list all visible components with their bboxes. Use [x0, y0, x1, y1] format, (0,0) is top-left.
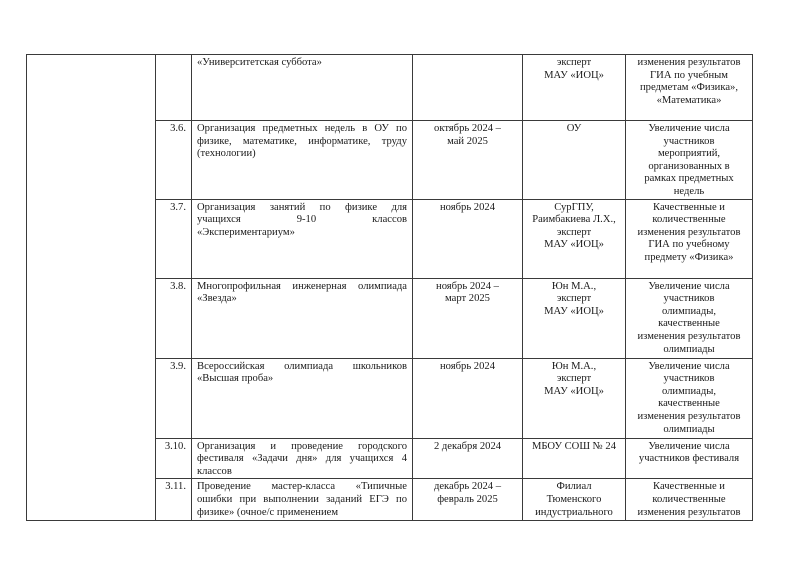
activity-cell	[192, 278, 413, 358]
responsible-cell	[523, 199, 626, 278]
responsible-cell-line: МАУ «ИОЦ»	[544, 385, 604, 397]
responsible-cell-line: Юн М.А.,	[551, 360, 597, 372]
result-cell-line: олимпиады,	[661, 305, 716, 317]
result-cell-line: участников фестиваля	[638, 453, 740, 465]
activity-cell	[192, 199, 413, 278]
date-cell-line: февраль 2025	[437, 493, 498, 505]
activity-cell-line: фестиваля «Задачи дня» для учащихся 4	[197, 453, 407, 465]
result-cell	[626, 479, 753, 521]
activity-cell-line: Проведение мастер-класса «Типичные	[197, 481, 407, 493]
result-cell-line: участников	[663, 135, 715, 147]
result-cell-line: изменения результатов	[637, 410, 741, 422]
result-cell	[626, 55, 753, 121]
responsible-cell-line: МАУ «ИОЦ»	[544, 305, 604, 317]
result-cell	[626, 121, 753, 200]
result-cell-line: Увеличение числа	[648, 360, 730, 372]
responsible-cell-line: индустриального	[535, 506, 613, 518]
item-number	[156, 55, 192, 121]
result-cell-line: олимпиады,	[661, 385, 716, 397]
result-cell-line: участников	[663, 373, 715, 385]
responsible-cell-line: МАУ «ИОЦ»	[544, 69, 604, 81]
result-cell-line: олимпиады	[663, 343, 715, 355]
activity-cell-line: Многопрофильная инженерная олимпиада	[197, 280, 407, 292]
date-cell	[413, 278, 523, 358]
date-cell	[413, 438, 523, 479]
activity-cell-line: Организация занятий по физике для	[197, 201, 407, 213]
responsible-cell-line: Тюменского	[546, 493, 602, 505]
result-cell	[626, 199, 753, 278]
responsible-cell-line: эксперт	[556, 57, 592, 68]
activity-cell-line: физике, математике, информатике, труду	[197, 135, 407, 147]
responsible-cell	[523, 438, 626, 479]
responsible-cell-line: эксперт	[556, 293, 592, 305]
activity-cell	[192, 121, 413, 200]
result-cell-line: мероприятий,	[657, 148, 721, 160]
result-cell	[626, 278, 753, 358]
responsible-cell-line: Филиал	[556, 481, 592, 493]
item-number: 3.8.	[156, 278, 192, 358]
activity-cell	[192, 438, 413, 479]
result-cell	[626, 438, 753, 479]
responsible-cell-line: Раимбакиева Л.Х.,	[532, 214, 616, 226]
result-cell-line: Качественные и	[653, 201, 725, 213]
date-cell-line: май 2025	[447, 135, 488, 147]
result-cell-line: рамках предметных	[644, 173, 734, 185]
result-cell-line: предмету «Физика»	[644, 251, 734, 263]
date-cell-line: ноябрь 2024	[440, 201, 495, 213]
item-number: 3.10.	[156, 438, 192, 479]
activity-cell-line: «Университетская суббота»	[197, 57, 322, 68]
result-cell-line: олимпиады	[663, 423, 715, 435]
result-cell-line: «Математика»	[656, 94, 722, 106]
activity-cell-line: «Высшая проба»	[197, 373, 274, 385]
responsible-cell	[523, 55, 626, 121]
activity-cell-line: физике» (очное/с применением	[197, 506, 339, 518]
activity-cell-line: (технологии)	[197, 148, 256, 160]
result-cell-line: Увеличение числа	[648, 123, 730, 134]
responsible-cell	[523, 479, 626, 521]
plan-table	[26, 54, 753, 521]
activity-cell-line: классов	[197, 465, 232, 477]
result-cell-line: Увеличение числа	[648, 280, 730, 292]
date-cell-line: ноябрь 2024 –	[436, 280, 499, 292]
activity-cell-line: учащихся 9-10 классов	[197, 214, 407, 226]
responsible-cell-line: Юн М.А.,	[551, 280, 597, 292]
responsible-cell-line: СурГПУ,	[554, 201, 594, 213]
result-cell-line: ГИА по учебному	[648, 239, 730, 251]
date-cell	[413, 199, 523, 278]
activity-cell-line: «Звезда»	[197, 293, 237, 305]
result-cell-line: качественные	[658, 398, 720, 410]
responsible-cell-line: эксперт	[556, 226, 592, 238]
date-cell	[413, 479, 523, 521]
result-cell-line: Качественные и	[653, 481, 725, 493]
result-cell-line: количественные	[652, 493, 726, 505]
item-number: 3.11.	[156, 479, 192, 521]
date-cell	[413, 358, 523, 438]
date-cell	[413, 121, 523, 200]
result-cell-line: предметам «Физика»,	[640, 82, 738, 94]
result-cell-line: изменения результатов	[637, 506, 741, 518]
item-number: 3.7.	[156, 199, 192, 278]
date-cell	[413, 55, 523, 121]
activity-cell-line: Всероссийская олимпиада школьников	[197, 360, 407, 372]
activity-cell	[192, 479, 413, 521]
result-cell-line: участников	[663, 293, 715, 305]
plan-table-body	[27, 55, 753, 521]
result-cell-line: недель	[673, 185, 705, 197]
activity-cell-line: Организация и проведение городского	[197, 440, 407, 452]
date-cell-line: декабрь 2024 –	[433, 481, 502, 493]
responsible-cell-line: ОУ	[566, 123, 582, 134]
item-number: 3.6.	[156, 121, 192, 200]
responsible-cell	[523, 358, 626, 438]
result-cell-line: организованных в	[648, 160, 730, 172]
section-cell	[27, 55, 156, 521]
result-cell-line: изменения результатов	[637, 330, 741, 342]
result-cell-line: количественные	[652, 214, 726, 226]
date-cell-line: март 2025	[445, 293, 490, 305]
date-cell-line: ноябрь 2024	[440, 360, 495, 372]
date-cell-line: октябрь 2024 –	[434, 123, 501, 134]
responsible-cell	[523, 278, 626, 358]
result-cell-line: изменения результатов	[637, 57, 741, 68]
item-number: 3.9.	[156, 358, 192, 438]
responsible-cell-line: МБОУ СОШ № 24	[531, 440, 617, 452]
activity-cell-line: «Экспериментариум»	[197, 226, 295, 238]
date-cell-line: 2 декабря 2024	[433, 440, 502, 452]
activity-cell-line: Организация предметных недель в ОУ по	[197, 123, 407, 134]
responsible-cell	[523, 121, 626, 200]
activity-cell	[192, 358, 413, 438]
result-cell	[626, 358, 753, 438]
responsible-cell-line: эксперт	[556, 373, 592, 385]
result-cell-line: изменения результатов	[637, 226, 741, 238]
table-row	[27, 55, 753, 121]
result-cell-line: качественные	[658, 318, 720, 330]
result-cell-line: ГИА по учебным	[650, 69, 728, 81]
responsible-cell-line: МАУ «ИОЦ»	[544, 239, 604, 251]
activity-cell-line: ошибки при выполнении заданий ЕГЭ по	[197, 493, 407, 505]
result-cell-line: Увеличение числа	[648, 440, 730, 452]
activity-cell	[192, 55, 413, 121]
